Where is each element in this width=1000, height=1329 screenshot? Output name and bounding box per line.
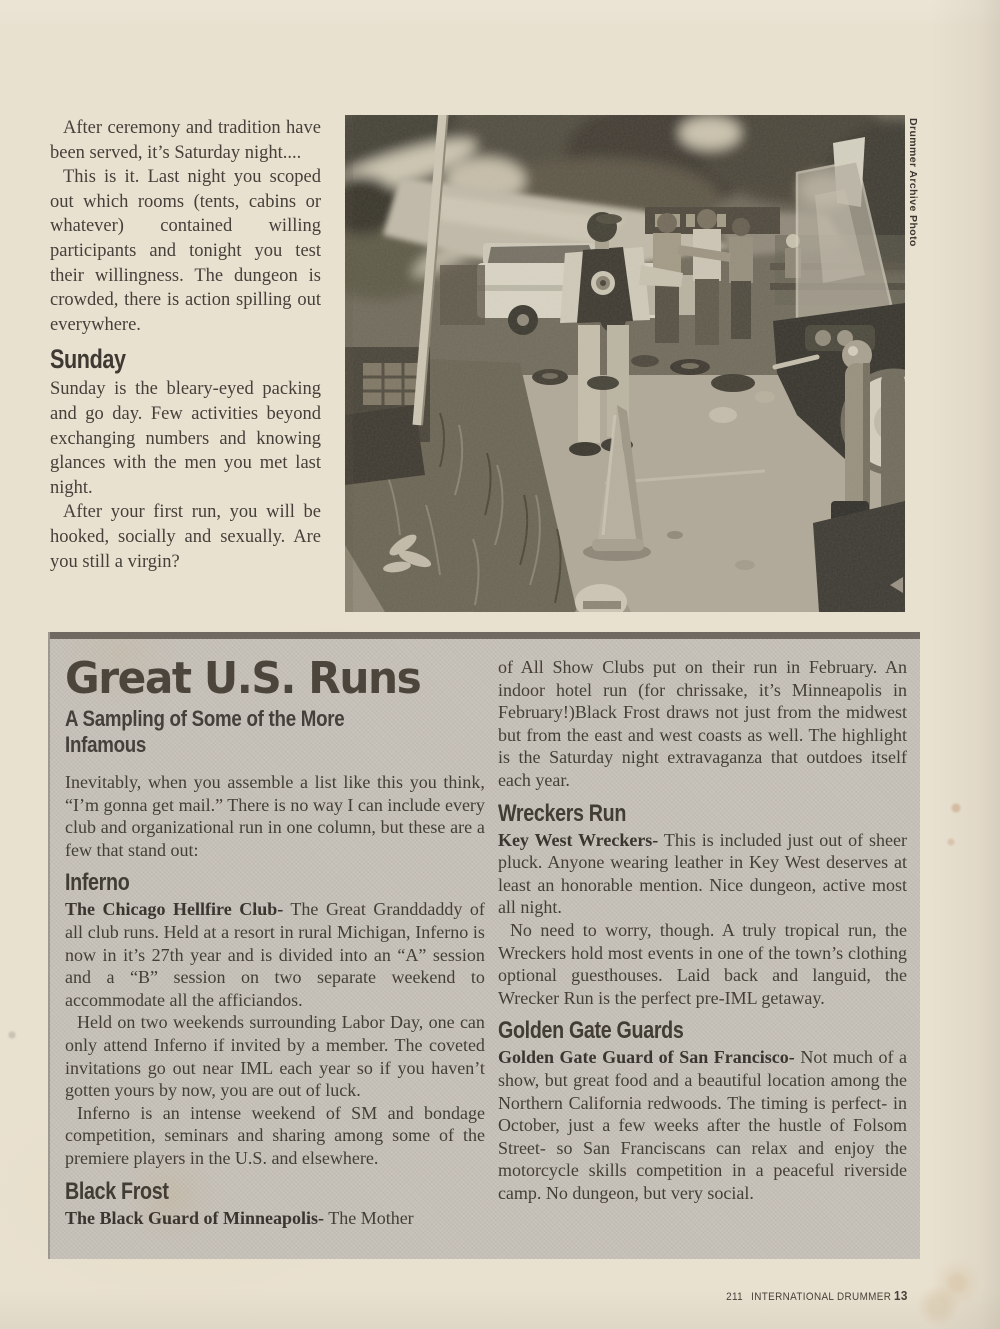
- section-paragraph: [498, 829, 907, 919]
- sidebar-column-right: [498, 648, 907, 1229]
- section-lead: The Chicago Hellfire Club-: [65, 899, 284, 920]
- section-lead-rest: Not much of a show, but great food and a beautiful location among the Northern California redwoods. The timing is perfect- in October, just a few weeks after the hustle of Folsom Street- so San Franciscans can relax and enjoy the motorcycle skills competition in a peaceful riverside camp. No dungeon, but very social.: [497, 1047, 907, 1203]
- section-paragraph: of All Show Clubs put on their run in February. An indoor hotel run (for chrissake, it’s Minneapolis in February!)Black Frost draws not just from the midwest but from the east and west coasts as well. The highlight is the Saturday night extravaganza that outdoes itself each year.: [497, 657, 907, 790]
- article-column: [50, 116, 321, 574]
- section-paragraph: [65, 1207, 485, 1230]
- sidebar-top-bar: [50, 632, 920, 639]
- photo-illustration: [345, 115, 905, 612]
- section-lead-rest: This is included just out of sheer pluck. Anyone wearing leather in Key West deserves at least an honorable mention. Nice dungeon, active most all night.: [497, 829, 907, 918]
- section-lead-rest: The Mother: [324, 1207, 414, 1228]
- section-paragraph: Inferno is an intense weekend of SM and bondage competition, seminars and sharing among some of the premiere players in the U.S. and elsewhere.: [65, 1102, 485, 1168]
- section-lead-rest: The Great Granddaddy of all club runs. Held at a resort in rural Michigan, Inferno is now in it’s 27th year and is divided into an “A” session and a “B” session on two separate weekend to accommodate all the afficiandos.: [65, 899, 485, 1010]
- sidebar-columns: [50, 639, 920, 1229]
- section-paragraph: [65, 898, 485, 1011]
- footer-issue-number: 211: [726, 1291, 744, 1303]
- section-paragraph: Held on two weekends surrounding Labor Day, one can only attend Inferno if invited by a member. The coveted invitations go out near IML each year so if you haven’t gotten yours by now, you are out of luck.: [65, 1012, 485, 1101]
- photo-motorcycle-camp: [345, 115, 905, 612]
- sidebar-subtitle: A Sampling of Some of the More Infamous: [65, 706, 345, 757]
- sidebar-intro: Inevitably, when you assemble a list like this you think, “I’m gonna get mail.” There is no way I can include every club and organizational run in one column, but these are a few that stand out:: [65, 772, 485, 860]
- footer-magazine-name: INTERNATIONAL DRUMMER: [751, 1291, 892, 1303]
- article-paragraph: This is it. Last night you scoped out which rooms (tents, cabins or whatever) contained willing participants and tonight you test their willingness. The dungeon is crowded, there is action spilling out everywhere.: [50, 167, 321, 335]
- section-heading-golden-gate-guards: Golden Gate Guards: [497, 1017, 684, 1045]
- section-lead: Key West Wreckers-: [497, 829, 659, 850]
- article-paragraph: After ceremony and tradition have been served, it’s Saturday night....: [50, 118, 321, 163]
- article-paragraph: Sunday is the bleary-eyed packing and go day. Few activities beyond exchanging numbers and knowing glances with the men you met last night.: [50, 379, 321, 498]
- section-paragraph: No need to worry, though. A truly tropical run, the Wreckers hold most events in one of the town’s clothing optional guesthouses. Laid back and languid, the Wrecker Run is the perfect pre-IML getaway.: [497, 919, 907, 1008]
- footer-page-number: 13: [894, 1288, 908, 1303]
- section-paragraph: [498, 1046, 907, 1204]
- section-heading-inferno: Inferno: [65, 869, 130, 897]
- sidebar-great-us-runs: [48, 632, 920, 1259]
- section-heading-black-frost: Black Frost: [65, 1177, 169, 1205]
- section-lead: Golden Gate Guard of San Francisco-: [497, 1047, 795, 1068]
- section-heading-wreckers-run: Wreckers Run: [497, 799, 626, 827]
- section-lead: The Black Guard of Minneapolis-: [65, 1207, 325, 1228]
- article-paragraph: After your first run, you will be hooked, socially and sexually. Are you still a virgin?: [50, 502, 321, 572]
- section-heading-sunday: Sunday: [50, 344, 126, 375]
- photo-credit: Drummer Archive Photo: [907, 118, 919, 247]
- sidebar-column-left: [65, 648, 485, 1229]
- sidebar-title: Great U.S. Runs: [65, 653, 421, 704]
- page-footer: [726, 1288, 908, 1303]
